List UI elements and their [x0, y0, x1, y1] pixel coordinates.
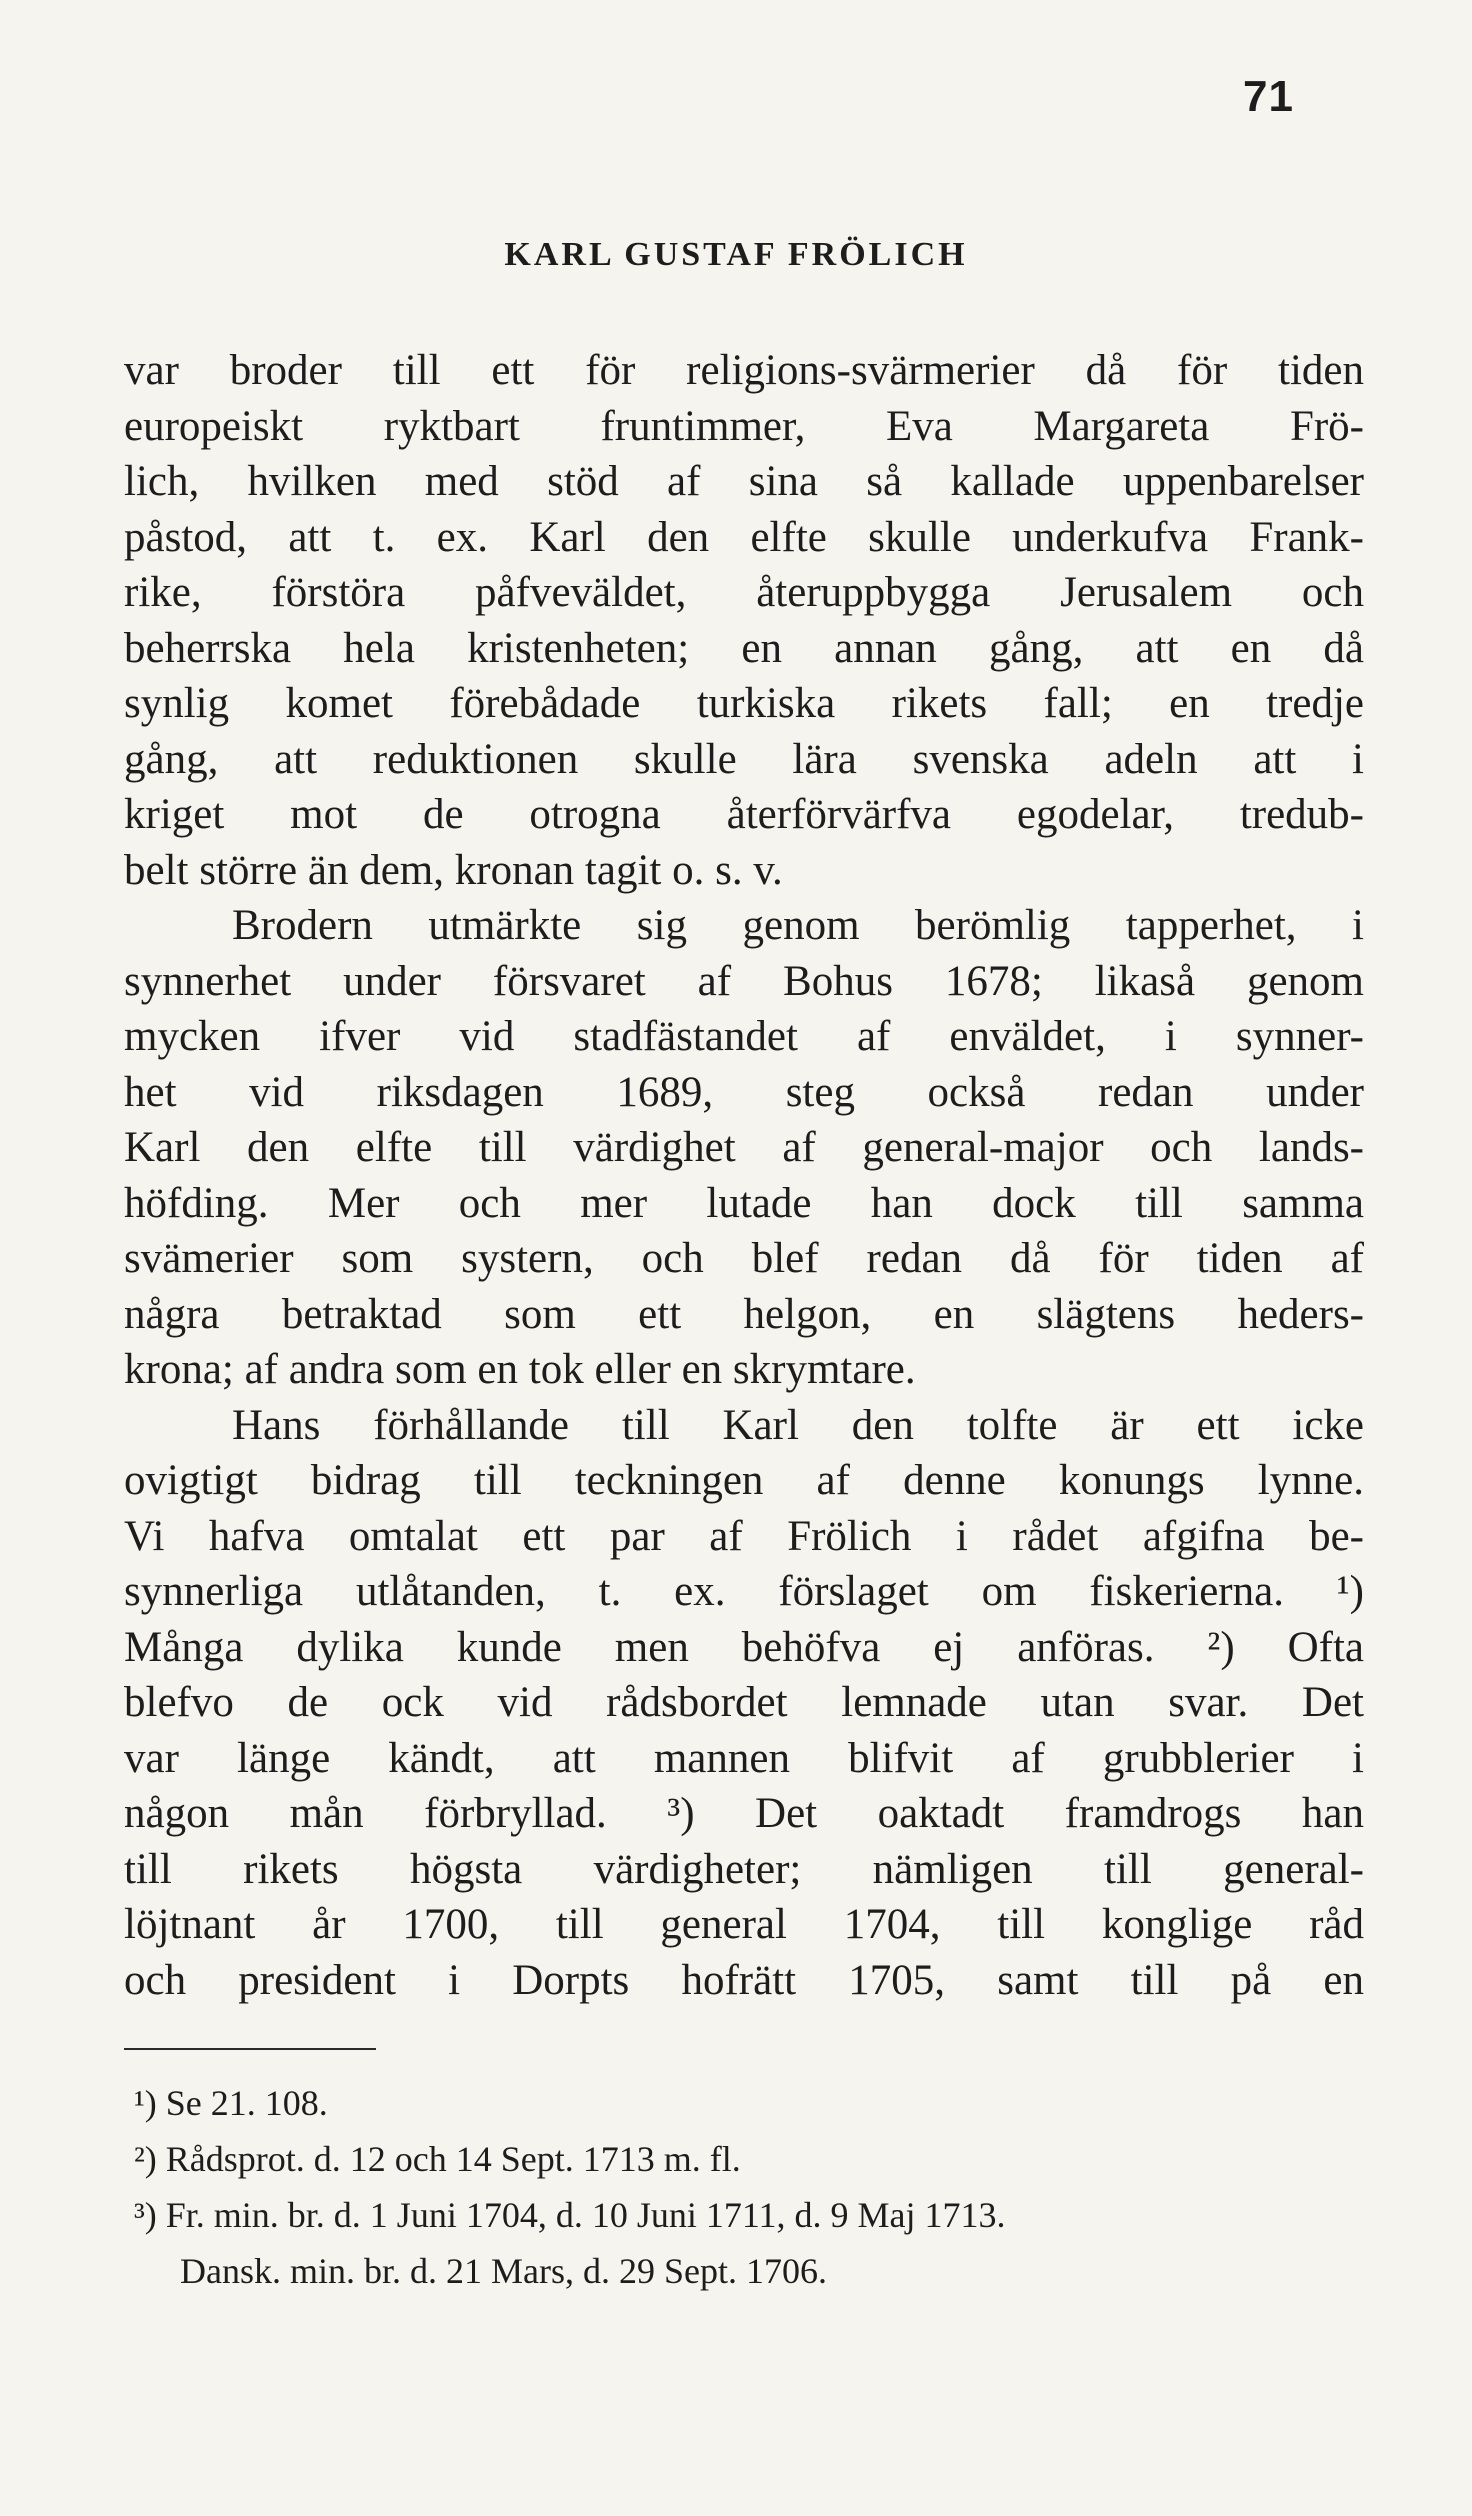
body-line: löjtnant år 1700, till general 1704, till konglige råd — [124, 1901, 1364, 1948]
body-line: belt större än dem, kronan tagit o. s. v. — [124, 846, 783, 894]
body-line: ovigtigt bidrag till teckningen af denne konungs lynne. — [124, 1457, 1364, 1504]
body-line: och president i Dorpts hofrätt 1705, samt till på en — [124, 1956, 1364, 2004]
footnote-continuation: Dansk. min. br. d. 21 Mars, d. 29 Sept. 1706. — [180, 2251, 827, 2291]
body-line: blefvo de ock vid rådsbordet lemnade utan svar. Det — [124, 1679, 1364, 1726]
page-number: 71 — [1243, 72, 1294, 121]
footnote: ³) Fr. min. br. d. 1 Juni 1704, d. 10 Juni 1711, d. 9 Maj 1713. — [134, 2195, 1006, 2235]
body-line: het vid riksdagen 1689, steg också redan under — [124, 1068, 1364, 1116]
body-line: någon mån förbryllad. ³) Det oaktadt framdrogs han — [124, 1790, 1364, 1837]
body-line: höfding. Mer och mer lutade han dock till samma — [124, 1179, 1364, 1227]
body-line: krona; af andra som en tok eller en skrymtare. — [124, 1346, 916, 1393]
body-line: lich, hvilken med stöd af sina så kallade uppenbarelser — [124, 458, 1364, 505]
footnotes — [134, 2075, 1364, 2299]
body-line: Hans förhållande till Karl den tolfte är ett icke — [232, 1401, 1364, 1449]
body-line: synnerhet under försvaret af Bohus 1678; likaså genom — [124, 957, 1364, 1005]
body-line: beherrska hela kristenheten; en annan gång, att en då — [124, 624, 1364, 672]
body-line: svämerier som systern, och blef redan då för tiden af — [124, 1235, 1364, 1282]
body-text — [124, 343, 1364, 2008]
body-line: till rikets högsta värdigheter; nämligen till general- — [124, 1845, 1364, 1893]
body-line: kriget mot de otrogna återförvärfva egodelar, tredub- — [124, 791, 1364, 838]
body-line: mycken ifver vid stadfästandet af enväldet, i synner- — [124, 1013, 1364, 1060]
running-head: KARL GUSTAF FRÖLICH — [504, 236, 968, 273]
footnote: ¹) Se 21. 108. — [134, 2083, 328, 2123]
footnote: ²) Rådsprot. d. 12 och 14 Sept. 1713 m. fl. — [134, 2139, 741, 2179]
body-line: Många dylika kunde men behöfva ej anföras. ²) Ofta — [124, 1623, 1364, 1671]
body-line: påstod, att t. ex. Karl den elfte skulle underkufva Frank- — [124, 513, 1364, 561]
footnote-divider — [124, 2048, 376, 2050]
body-line: Karl den elfte till värdighet af general-major och lands- — [124, 1124, 1364, 1171]
body-line: några betraktad som ett helgon, en slägtens heders- — [124, 1290, 1364, 1338]
body-line: gång, att reduktionen skulle lära svenska adeln att i — [124, 735, 1364, 783]
body-line: rike, förstöra påfveväldet, återuppbygga Jerusalem och — [124, 569, 1364, 616]
body-line: synlig komet förebådade turkiska rikets fall; en tredje — [124, 680, 1364, 727]
body-line: var länge kändt, att mannen blifvit af grubblerier i — [124, 1734, 1364, 1782]
body-line: Brodern utmärkte sig genom berömlig tapperhet, i — [232, 902, 1364, 949]
body-line: Vi hafva omtalat ett par af Frölich i rådet afgifna be- — [124, 1512, 1364, 1560]
body-line: synnerliga utlåtanden, t. ex. förslaget om fiskerierna. ¹) — [124, 1568, 1364, 1615]
body-line: europeiskt ryktbart fruntimmer, Eva Margareta Frö- — [124, 402, 1364, 450]
body-line: var broder till ett för religions-svärmerier då för tiden — [124, 347, 1364, 394]
